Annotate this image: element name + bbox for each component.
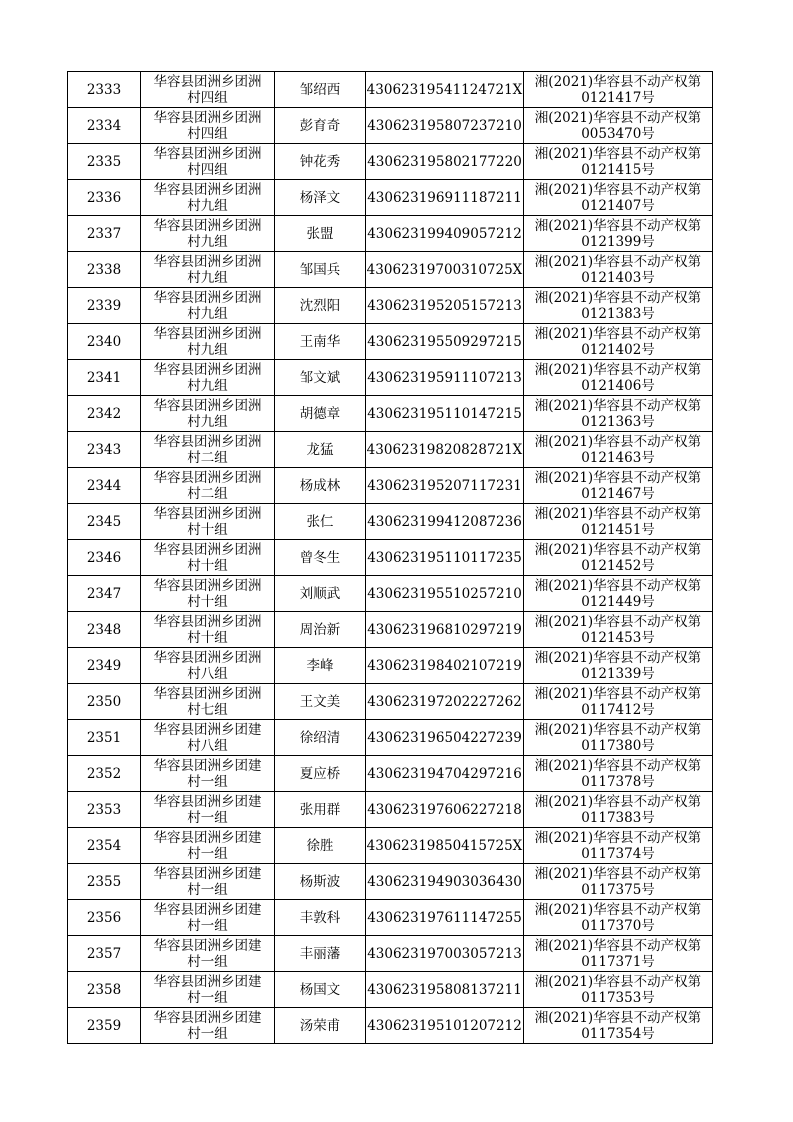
row-number: 2337 [68,216,141,252]
row-number: 2338 [68,252,141,288]
certificate-line-1: 湘(2021)华容县不动产权第 [534,1009,702,1026]
table-row [68,576,713,612]
address-cell [141,288,275,324]
row-number: 2344 [68,468,141,504]
address-line-1: 华容县团洲乡团洲 [153,577,262,594]
id-number: 43062319820828721X [366,432,524,468]
owner-name: 李峰 [275,648,366,684]
address-cell [141,936,275,972]
registry-table [67,71,713,1044]
address-cell [141,648,275,684]
address-line-1: 华容县团洲乡团建 [153,757,262,774]
certificate-line-2: 0117353号 [581,989,655,1006]
certificate-line-1: 湘(2021)华容县不动产权第 [534,685,702,702]
id-number: 430623196504227239 [366,720,524,756]
table-row [68,900,713,936]
owner-name: 杨泽文 [275,180,366,216]
id-number: 430623199409057212 [366,216,524,252]
certificate-line-2: 0121403号 [581,269,655,286]
certificate-line-1: 湘(2021)华容县不动产权第 [534,145,702,162]
address-cell [141,864,275,900]
address-line-2: 村八组 [187,737,228,754]
row-number: 2357 [68,936,141,972]
id-number: 43062319850415725X [366,828,524,864]
owner-name: 杨斯波 [275,864,366,900]
owner-name: 夏应桥 [275,756,366,792]
address-cell [141,108,275,144]
row-number: 2333 [68,72,141,108]
address-line-2: 村一组 [187,1025,228,1042]
row-number: 2355 [68,864,141,900]
address-line-1: 华容县团洲乡团洲 [153,685,262,702]
table-row [68,324,713,360]
row-number: 2352 [68,756,141,792]
id-number: 430623195911107213 [366,360,524,396]
certificate-line-1: 湘(2021)华容县不动产权第 [534,217,702,234]
id-number: 430623195807237210 [366,108,524,144]
certificate-line-2: 0121415号 [581,161,655,178]
certificate-line-2: 0121402号 [581,341,655,358]
address-cell [141,504,275,540]
address-line-1: 华容县团洲乡团洲 [153,361,262,378]
id-number: 43062319541124721X [366,72,524,108]
address-cell [141,72,275,108]
certificate-line-1: 湘(2021)华容县不动产权第 [534,361,702,378]
row-number: 2359 [68,1008,141,1044]
certificate-line-2: 0117378号 [581,773,655,790]
certificate-line-2: 0117375号 [581,881,655,898]
certificate-cell [524,648,713,684]
owner-name: 徐胜 [275,828,366,864]
table-row [68,396,713,432]
certificate-line-2: 0117412号 [581,701,655,718]
table-row [68,612,713,648]
row-number: 2356 [68,900,141,936]
table-row [68,972,713,1008]
address-line-1: 华容县团洲乡团建 [153,973,262,990]
certificate-line-1: 湘(2021)华容县不动产权第 [534,865,702,882]
certificate-line-2: 0121383号 [581,305,655,322]
address-line-2: 村十组 [187,629,228,646]
certificate-line-1: 湘(2021)华容县不动产权第 [534,433,702,450]
owner-name: 彭育奇 [275,108,366,144]
row-number: 2350 [68,684,141,720]
address-line-2: 村十组 [187,593,228,610]
owner-name: 周治新 [275,612,366,648]
address-line-1: 华容县团洲乡团建 [153,829,262,846]
id-number: 430623196810297219 [366,612,524,648]
row-number: 2345 [68,504,141,540]
address-cell [141,684,275,720]
id-number: 430623197606227218 [366,792,524,828]
table-row [68,864,713,900]
owner-name: 王南华 [275,324,366,360]
table-row [68,432,713,468]
address-line-2: 村九组 [187,413,228,430]
certificate-line-1: 湘(2021)华容县不动产权第 [534,793,702,810]
address-cell [141,828,275,864]
certificate-line-2: 0121463号 [581,449,655,466]
address-line-1: 华容县团洲乡团洲 [153,253,262,270]
certificate-cell [524,288,713,324]
certificate-line-1: 湘(2021)华容县不动产权第 [534,577,702,594]
address-line-2: 村二组 [187,485,228,502]
certificate-line-1: 湘(2021)华容县不动产权第 [534,649,702,666]
address-cell [141,792,275,828]
certificate-line-1: 湘(2021)华容县不动产权第 [534,613,702,630]
address-line-2: 村九组 [187,197,228,214]
id-number: 430623197202227262 [366,684,524,720]
id-number: 430623199412087236 [366,504,524,540]
address-line-2: 村四组 [187,125,228,142]
address-line-2: 村八组 [187,665,228,682]
table-row [68,648,713,684]
address-cell [141,576,275,612]
table-row [68,252,713,288]
table-row [68,216,713,252]
address-line-2: 村十组 [187,557,228,574]
owner-name: 钟花秀 [275,144,366,180]
address-line-1: 华容县团洲乡团洲 [153,613,262,630]
certificate-line-1: 湘(2021)华容县不动产权第 [534,721,702,738]
certificate-cell [524,504,713,540]
address-line-2: 村七组 [187,701,228,718]
owner-name: 丰丽藩 [275,936,366,972]
address-line-1: 华容县团洲乡团洲 [153,73,262,90]
address-cell [141,540,275,576]
certificate-cell [524,432,713,468]
row-number: 2343 [68,432,141,468]
certificate-line-2: 0121452号 [581,557,655,574]
certificate-cell [524,360,713,396]
address-line-2: 村四组 [187,161,228,178]
row-number: 2334 [68,108,141,144]
certificate-cell [524,180,713,216]
certificate-line-1: 湘(2021)华容县不动产权第 [534,973,702,990]
certificate-line-1: 湘(2021)华容县不动产权第 [534,181,702,198]
address-line-1: 华容县团洲乡团洲 [153,145,262,162]
certificate-cell [524,108,713,144]
certificate-cell [524,720,713,756]
table-row [68,936,713,972]
owner-name: 丰敦科 [275,900,366,936]
certificate-line-1: 湘(2021)华容县不动产权第 [534,109,702,126]
address-cell [141,216,275,252]
certificate-cell [524,828,713,864]
address-line-1: 华容县团洲乡团建 [153,721,262,738]
id-number: 430623195510257210 [366,576,524,612]
certificate-cell [524,1008,713,1044]
row-number: 2341 [68,360,141,396]
row-number: 2354 [68,828,141,864]
certificate-line-1: 湘(2021)华容县不动产权第 [534,829,702,846]
id-number: 430623196911187211 [366,180,524,216]
owner-name: 张仁 [275,504,366,540]
address-cell [141,432,275,468]
certificate-cell [524,756,713,792]
owner-name: 沈烈阳 [275,288,366,324]
certificate-line-1: 湘(2021)华容县不动产权第 [534,397,702,414]
address-line-2: 村九组 [187,341,228,358]
id-number: 430623195101207212 [366,1008,524,1044]
certificate-line-1: 湘(2021)华容县不动产权第 [534,901,702,918]
row-number: 2347 [68,576,141,612]
table-body [68,72,713,1044]
certificate-line-2: 0121453号 [581,629,655,646]
table-row [68,360,713,396]
owner-name: 张用群 [275,792,366,828]
address-line-2: 村一组 [187,845,228,862]
certificate-line-2: 0121339号 [581,665,655,682]
id-number: 43062319700310725X [366,252,524,288]
owner-name: 邹文斌 [275,360,366,396]
address-line-2: 村九组 [187,305,228,322]
owner-name: 邹国兵 [275,252,366,288]
address-line-1: 华容县团洲乡团洲 [153,109,262,126]
address-line-2: 村一组 [187,989,228,1006]
address-line-1: 华容县团洲乡团洲 [153,397,262,414]
table-row [68,792,713,828]
address-line-2: 村四组 [187,89,228,106]
certificate-line-2: 0121451号 [581,521,655,538]
certificate-line-1: 湘(2021)华容县不动产权第 [534,757,702,774]
address-line-1: 华容县团洲乡团洲 [153,289,262,306]
row-number: 2346 [68,540,141,576]
address-line-1: 华容县团洲乡团洲 [153,181,262,198]
row-number: 2336 [68,180,141,216]
id-number: 430623197003057213 [366,936,524,972]
row-number: 2339 [68,288,141,324]
certificate-line-2: 0121406号 [581,377,655,394]
address-line-2: 村九组 [187,377,228,394]
address-cell [141,144,275,180]
certificate-cell [524,684,713,720]
id-number: 430623195808137211 [366,972,524,1008]
certificate-cell [524,468,713,504]
certificate-line-2: 0053470号 [581,125,655,142]
certificate-cell [524,216,713,252]
certificate-line-2: 0117370号 [581,917,655,934]
address-line-1: 华容县团洲乡团洲 [153,649,262,666]
certificate-cell [524,972,713,1008]
address-line-1: 华容县团洲乡团洲 [153,541,262,558]
address-cell [141,324,275,360]
table-row [68,468,713,504]
owner-name: 徐绍清 [275,720,366,756]
certificate-cell [524,936,713,972]
row-number: 2342 [68,396,141,432]
certificate-line-1: 湘(2021)华容县不动产权第 [534,73,702,90]
address-cell [141,900,275,936]
certificate-line-1: 湘(2021)华容县不动产权第 [534,505,702,522]
address-line-1: 华容县团洲乡团洲 [153,505,262,522]
row-number: 2340 [68,324,141,360]
id-number: 430623194903036430 [366,864,524,900]
id-number: 430623195509297215 [366,324,524,360]
certificate-line-2: 0117380号 [581,737,655,754]
id-number: 430623195205157213 [366,288,524,324]
table-row [68,1008,713,1044]
id-number: 430623195802177220 [366,144,524,180]
owner-name: 刘顺武 [275,576,366,612]
owner-name: 汤荣甫 [275,1008,366,1044]
table-row [68,504,713,540]
certificate-line-1: 湘(2021)华容县不动产权第 [534,289,702,306]
table-row [68,144,713,180]
certificate-cell [524,252,713,288]
certificate-line-2: 0117354号 [581,1025,655,1042]
certificate-cell [524,396,713,432]
address-line-1: 华容县团洲乡团洲 [153,217,262,234]
certificate-line-2: 0117374号 [581,845,655,862]
address-line-1: 华容县团洲乡团洲 [153,469,262,486]
certificate-line-1: 湘(2021)华容县不动产权第 [534,469,702,486]
address-line-1: 华容县团洲乡团洲 [153,325,262,342]
certificate-line-2: 0121407号 [581,197,655,214]
address-line-2: 村一组 [187,953,228,970]
owner-name: 张盟 [275,216,366,252]
owner-name: 杨国文 [275,972,366,1008]
certificate-line-1: 湘(2021)华容县不动产权第 [534,253,702,270]
id-number: 430623194704297216 [366,756,524,792]
certificate-line-2: 0121399号 [581,233,655,250]
address-line-1: 华容县团洲乡团建 [153,937,262,954]
table-row [68,720,713,756]
address-line-2: 村十组 [187,521,228,538]
certificate-cell [524,540,713,576]
certificate-cell [524,864,713,900]
address-cell [141,720,275,756]
certificate-line-2: 0121417号 [581,89,655,106]
address-cell [141,1008,275,1044]
certificate-line-1: 湘(2021)华容县不动产权第 [534,937,702,954]
owner-name: 胡德章 [275,396,366,432]
id-number: 430623195110117235 [366,540,524,576]
row-number: 2348 [68,612,141,648]
certificate-line-2: 0121449号 [581,593,655,610]
certificate-cell [524,72,713,108]
address-cell [141,360,275,396]
certificate-line-1: 湘(2021)华容县不动产权第 [534,325,702,342]
certificate-cell [524,612,713,648]
certificate-line-2: 0117371号 [581,953,655,970]
row-number: 2351 [68,720,141,756]
certificate-line-1: 湘(2021)华容县不动产权第 [534,541,702,558]
address-line-1: 华容县团洲乡团建 [153,865,262,882]
owner-name: 杨成林 [275,468,366,504]
address-line-1: 华容县团洲乡团建 [153,1009,262,1026]
address-line-1: 华容县团洲乡团建 [153,793,262,810]
row-number: 2335 [68,144,141,180]
address-line-2: 村一组 [187,809,228,826]
owner-name: 王文美 [275,684,366,720]
certificate-line-2: 0121363号 [581,413,655,430]
address-line-2: 村一组 [187,917,228,934]
certificate-cell [524,792,713,828]
table-row [68,756,713,792]
certificate-cell [524,900,713,936]
row-number: 2353 [68,792,141,828]
address-cell [141,972,275,1008]
address-cell [141,468,275,504]
address-cell [141,612,275,648]
certificate-cell [524,144,713,180]
address-line-1: 华容县团洲乡团建 [153,901,262,918]
table-row [68,108,713,144]
id-number: 430623195207117231 [366,468,524,504]
address-line-2: 村九组 [187,233,228,250]
address-cell [141,252,275,288]
address-line-2: 村九组 [187,269,228,286]
address-line-2: 村一组 [187,773,228,790]
table-row [68,288,713,324]
certificate-cell [524,576,713,612]
certificate-cell [524,324,713,360]
table-row [68,72,713,108]
address-cell [141,180,275,216]
address-line-2: 村二组 [187,449,228,466]
address-line-2: 村一组 [187,881,228,898]
id-number: 430623197611147255 [366,900,524,936]
certificate-line-2: 0117383号 [581,809,655,826]
row-number: 2358 [68,972,141,1008]
certificate-line-2: 0121467号 [581,485,655,502]
owner-name: 龙猛 [275,432,366,468]
row-number: 2349 [68,648,141,684]
address-cell [141,396,275,432]
table-row [68,684,713,720]
owner-name: 曾冬生 [275,540,366,576]
table-row [68,828,713,864]
table-row [68,540,713,576]
address-cell [141,756,275,792]
id-number: 430623198402107219 [366,648,524,684]
table-row [68,180,713,216]
id-number: 430623195110147215 [366,396,524,432]
owner-name: 邹绍西 [275,72,366,108]
address-line-1: 华容县团洲乡团洲 [153,433,262,450]
